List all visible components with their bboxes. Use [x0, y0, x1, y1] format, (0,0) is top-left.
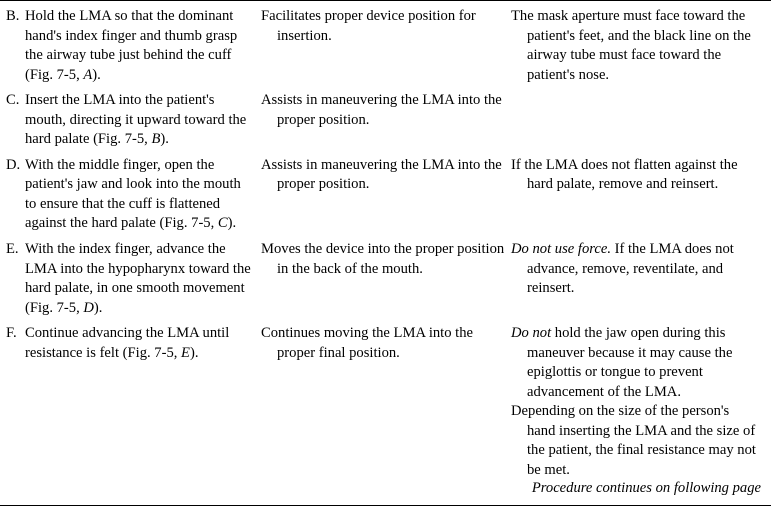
step-text-tail: ). [227, 215, 237, 232]
table-row [6, 91, 767, 156]
procedure-table [6, 7, 767, 487]
special-text-body: If the LMA does not advance, remove, reventilate, and reinsert. [527, 241, 734, 297]
figure-ref-letter: A [83, 66, 93, 83]
table-row [6, 240, 767, 324]
rationale-text: Facilitates proper device position for insertion. [261, 8, 476, 44]
step-text [25, 324, 255, 363]
step-letter: C. [6, 92, 20, 109]
rationale-text: Moves the device into the proper position in the back of the mouth. [261, 241, 505, 277]
step-cell [6, 240, 261, 324]
step-letter: B. [6, 8, 20, 24]
special-text [511, 324, 761, 402]
step-text-tail: ). [189, 344, 199, 361]
table-row [6, 156, 767, 240]
step-text-main: With the middle finger, open the patient's jaw and look into the mouth to ensure that the cuff is flattened against the hard palate (Fig. 7-5, [25, 156, 241, 232]
step-text-tail: ). [160, 131, 169, 148]
step-text-main: Hold the LMA so that the dominant hand's index finger and thumb grasp the airway tube just behind the cuff (Fig. 7-5, [25, 8, 238, 83]
rationale-text: Assists in maneuvering the LMA into the proper position. [261, 92, 502, 128]
special-considerations-cell [511, 240, 767, 324]
special-considerations-cell [511, 324, 767, 486]
special-emphasis: Do not use force. [511, 241, 611, 258]
rationale-cell [261, 240, 511, 324]
step-letter: F. [6, 325, 17, 342]
special-emphasis: Do not [511, 325, 552, 342]
special-considerations-cell [511, 156, 767, 240]
step-text-main: With the index finger, advance the LMA into the hypopharynx toward the hard palate, in one smooth movement (Fig. 7-5, [25, 241, 251, 316]
special-considerations-cell [511, 7, 767, 91]
continuation-notice: Procedure continues on following page [531, 480, 761, 496]
rationale-cell [261, 91, 511, 156]
step-cell [6, 156, 261, 240]
rationale-cell [261, 156, 511, 240]
step-text-tail: ). [93, 299, 103, 316]
step-letter: D. [6, 156, 21, 173]
step-text-main: Insert the LMA into the patient's mouth, directing it upward toward the hard palate (Fig. 7-5, [25, 92, 247, 148]
step-text [25, 91, 255, 150]
table-row [6, 7, 767, 91]
rationale-text: Assists in maneuvering the LMA into the proper position. [261, 156, 502, 193]
rationale-text: Continues moving the LMA into the proper final position. [261, 325, 474, 361]
special-text [511, 240, 761, 299]
special-text: The mask aperture must face toward the patient's feet, and the black line on the airway tube must face toward the patient's nose. [511, 8, 751, 83]
figure-ref-letter: C [217, 215, 228, 232]
special-text-body: hold the jaw open during this maneuver because it may cause the epiglottis or tongue to prevent advancement of the LMA. [527, 325, 733, 400]
figure-ref-letter: B [151, 131, 161, 148]
step-text-main: Continue advancing the LMA until resistance is felt (Fig. 7-5, [25, 325, 230, 361]
special-text: If the LMA does not flatten against the hard palate, remove and reinsert. [511, 156, 738, 193]
table-row [6, 324, 767, 486]
figure-ref-letter: D [83, 299, 94, 316]
special-considerations-cell [511, 91, 767, 156]
step-cell [6, 324, 261, 486]
step-text [25, 240, 255, 318]
figure-ref-letter: E [181, 344, 190, 361]
step-text [25, 156, 255, 234]
rationale-cell [261, 7, 511, 91]
step-cell [6, 91, 261, 156]
step-text [25, 7, 255, 85]
step-text-tail: ). [92, 66, 101, 83]
step-letter: E. [6, 241, 19, 258]
step-cell [6, 7, 261, 91]
special-text-secondary: Depending on the size of the person's hand inserting the LMA and the size of the patient, the final resistance may not be met. [511, 403, 756, 479]
rationale-cell [261, 324, 511, 486]
